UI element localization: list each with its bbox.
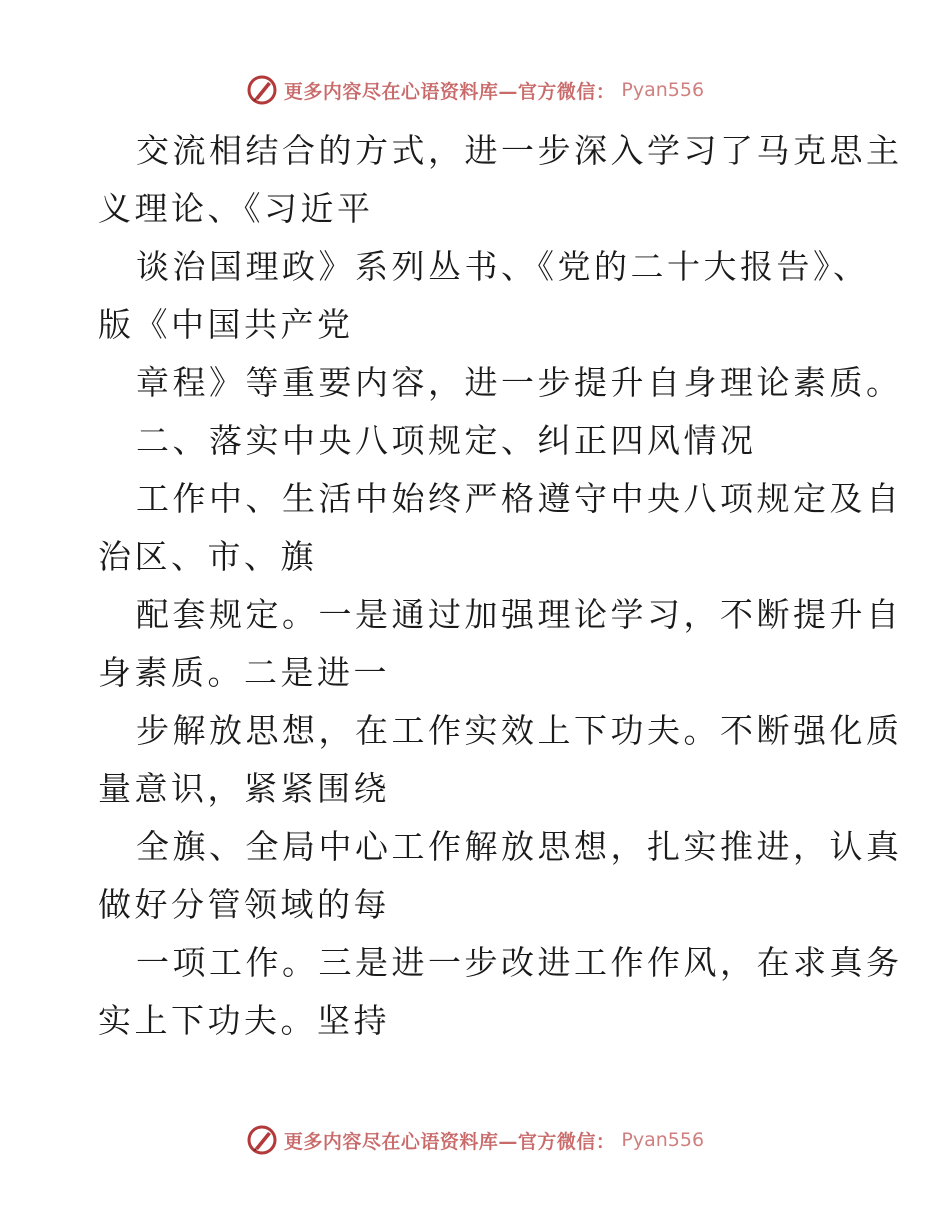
text-line-3: 谈治国理政》系列丛书、《党的二十大报告》、 bbox=[136, 247, 870, 286]
text-line-10: 身素质。二是进一 bbox=[98, 653, 390, 692]
text-line-5: 章程》等重要内容，进一步提升自身理论素质。 bbox=[136, 363, 903, 402]
text-line-8: 治区、市、旗 bbox=[98, 537, 317, 576]
watermark-wechat-id: Pyan556 bbox=[621, 1129, 705, 1151]
watermark-text: 更多内容尽在心语资料库—官方微信： bbox=[283, 1130, 616, 1153]
document-body bbox=[98, 122, 903, 1050]
text-line-13: 全旗、全局中心工作解放思想，扎实推进，认真 bbox=[136, 827, 903, 866]
text-line-1: 交流相结合的方式，进一步深入学习了马克思主 bbox=[136, 131, 903, 170]
text-line-7: 工作中、生活中始终严格遵守中央八项规定及自 bbox=[136, 479, 903, 518]
text-line-12: 量意识，紧紧围绕 bbox=[98, 769, 390, 808]
text-line-2: 义理论、《习近平 bbox=[98, 189, 374, 228]
text-line-16: 实上下功夫。坚持 bbox=[98, 1001, 390, 1040]
header-watermark bbox=[0, 70, 950, 110]
quill-pen-circle-icon bbox=[246, 74, 278, 106]
watermark-wechat-id: Pyan556 bbox=[621, 79, 705, 101]
text-line-4: 版《中国共产党 bbox=[98, 305, 354, 344]
text-line-9: 配套规定。一是通过加强理论学习，不断提升自 bbox=[136, 595, 903, 634]
text-line-11: 步解放思想，在工作实效上下功夫。不断强化质 bbox=[136, 711, 903, 750]
watermark-text: 更多内容尽在心语资料库—官方微信： bbox=[283, 80, 616, 103]
quill-pen-circle-icon bbox=[246, 1124, 278, 1156]
text-line-14: 做好分管领域的每 bbox=[98, 885, 390, 924]
footer-watermark bbox=[0, 1120, 950, 1160]
text-line-15: 一项工作。三是进一步改进工作作风，在求真务 bbox=[136, 943, 903, 982]
section-heading: 二、落实中央八项规定、纠正四风情况 bbox=[136, 421, 757, 460]
